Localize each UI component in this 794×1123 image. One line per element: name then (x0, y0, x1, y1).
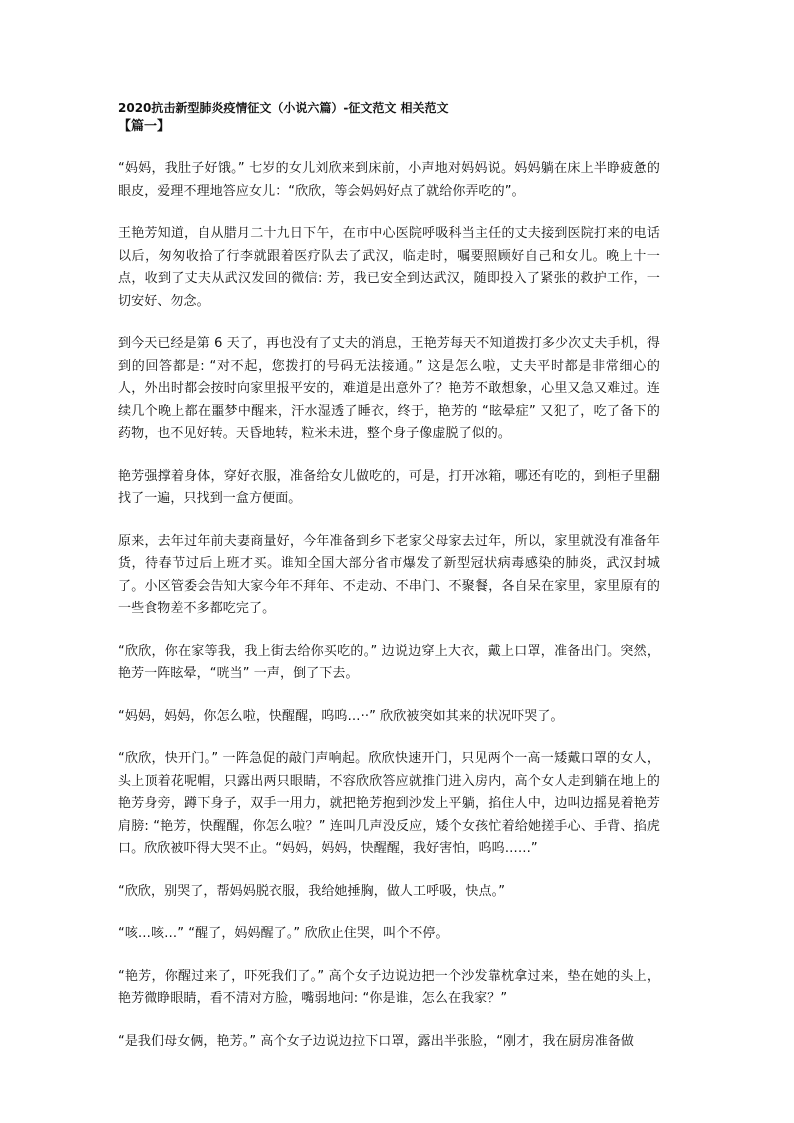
paragraph: “欣欣，快开门。” 一阵急促的敲门声响起。欣欣快速开门，只见两个一高一矮戴口罩的女人，头上顶着花呢帽，只露出两只眼睛，不容欣欣答应就推门进入房内，高个女人走到躺在地上的艳芳身旁，蹲下身子，双手一用力，就把艳芳抱到沙发上平躺，掐住人中，边叫边摇晃着艳芳肩膀: “艳芳，快醒醒，你怎么啦？” 连叫几声没反应，矮个女孩忙着给她搓手心、手背、掐虎口。欣欣被吓得大哭不止。“妈妈，妈妈，快醒醒，我好害怕，呜呜……” (118, 751, 660, 856)
paragraph: “妈妈，妈妈，你怎么啦，快醒醒，呜呜…··” 欣欣被突如其来的状况吓哭了。 (118, 708, 564, 724)
paragraph: 原来，去年过年前夫妻商量好，今年准备到乡下老家父母家去过年，所以，家里就没有准备年货，待春节过后上班才买。谁知全国大部分省市爆发了新型冠状病毒感染的肺炎，武汉封城了。小区管委会告知大家今年不拜年、不走动、不串门、不聚餐，各自呆在家里，家里原有的一些食物差不多都吃完了。 (118, 533, 660, 616)
paragraph: “是我们母女俩，艳芳。” 高个女子边说边拉下口罩，露出半张脸，“刚才，我在厨房准备做 (118, 1033, 635, 1049)
paragraph: “咳…咳…” “醒了，妈妈醒了。” 欣欣止住哭，叫个不停。 (118, 926, 449, 941)
paragraph: “欣欣，你在家等我，我上街去给你买吃的。” 边说边穿上大衣，戴上口罩，准备出门。突然，艳芳一阵眩晕，“咣当” 一声，倒了下去。 (118, 643, 660, 681)
paragraph: “妈妈，我肚子好饿。” 七岁的女儿刘欣来到床前，小声地对妈妈说。妈妈躺在床上半睁疲惫的眼皮，爱理不理地答应女儿：“欣欣，等会妈妈好点了就给你弄吃的”。 (118, 161, 660, 199)
paragraph: 到今天已经是第 6 天了，再也没有了丈夫的消息，王艳芳每天不知道拨打多少次丈夫手机，得到的回答都是: “对不起，您拨打的号码无法接通。” 这是怎么啦，丈夫平时都是非常细心的人，外出时都会按时向家里报平安的，难道是出意外了？艳芳不敢想象，心里又急又难过。连续几个晚上都在噩梦中醒来，汗水湿透了睡衣，终于，艳芳的 “眩晕症” 又犯了，吃了备下的药物，也不见好转。天昏地转，粒米未进，整个身子像虚脱了似的。 (118, 336, 660, 441)
document-body (118, 158, 660, 1053)
section-label: 【篇一】 (118, 119, 171, 134)
paragraph: “艳芳，你醒过来了，吓死我们了。” 高个女子边说边把一个沙发靠枕拿过来，垫在她的头上，艳芳微睁眼睛，看不清对方脸，嘴弱地问: “你是谁，怎么在我家？” (118, 968, 660, 1006)
paragraph: “欣欣，别哭了，帮妈妈脱衣服，我给她捶胸，做人工呼吸，快点。” (118, 883, 506, 899)
document-page (118, 100, 660, 1073)
document-title: 2020抗击新型肺炎疫情征文（小说六篇）-征文范文 相关范文 (118, 101, 449, 115)
paragraph: 王艳芳知道，自从腊月二十九日下午，在市中心医院呼吸科当主任的丈夫接到医院打来的电话以后，匆匆收拾了行李就跟着医疗队去了武汉，临走时，嘱要照顾好自己和女儿。晚上十一点，收到了丈夫从武汉发回的微信: 芳，我已安全到达武汉，随即投入了紧张的救护工作，一切安好、勿念。 (118, 226, 660, 309)
paragraph: 艳芳强撑着身体，穿好衣服，准备给女儿做吃的，可是，打开冰箱，哪还有吃的，到柜子里翻找了一遍，只找到一盒方便面。 (118, 468, 660, 506)
